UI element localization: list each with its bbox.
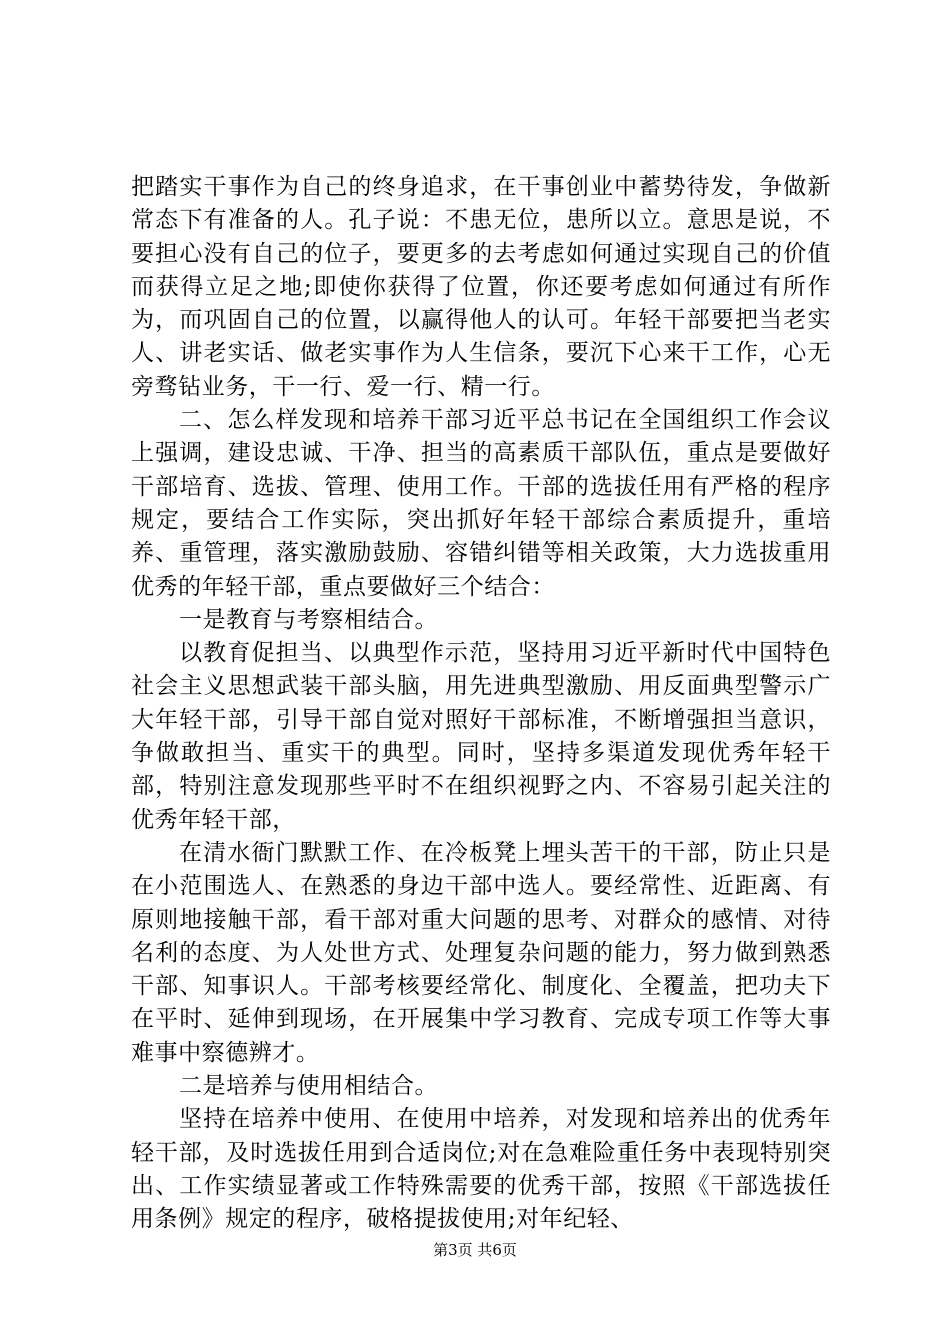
heading-point-one: 一是教育与考察相结合。 bbox=[179, 606, 439, 633]
paragraph-point-one-cont: 在清水衙门默默工作、在冷板凳上埋头苦干的干部，防止只是在小范围选人、在熟悉的身边干部中选人。要经常性、近距离、有原则地接触干部，看干部对重大问题的思考、对群众的感情、对待名利的态度、为人处世方式、处理复杂问题的能力，努力做到熟悉干部、知事识人。干部考核要经常化、制度化、全覆盖，把功夫下在平时、延伸到现场，在开展集中学习教育、完成专项工作等大事难事中察德辨才。 bbox=[131, 839, 831, 1066]
paragraph-point-two-body: 坚持在培养中使用、在使用中培养，对发现和培养出的优秀年轻干部，及时选拔任用到合适岗位;对在急难险重任务中表现特别突出、工作实绩显著或工作特殊需要的优秀干部，按照《干部选拔任用条例》规定的程序，破格提拔使用;对年纪轻、 bbox=[131, 1106, 831, 1233]
paragraph-point-one-body: 以教育促担当、以典型作示范，坚持用习近平新时代中国特色社会主义思想武装干部头脑，用先进典型激励、用反面典型警示广大年轻干部，引导干部自觉对照好干部标准，不断增强担当意识，争做敢担当、重实干的典型。同时，坚持多渠道发现优秀年轻干部，特别注意发现那些平时不在组织视野之内、不容易引起关注的优秀年轻干部， bbox=[131, 640, 831, 833]
paragraph-continuation: 把踏实干事作为自己的终身追求，在干事创业中蓄势待发，争做新常态下有准备的人。孔子说：不患无位，患所以立。意思是说，不要担心没有自己的位子，要更多的去考虑如何通过实现自己的价值而获得立足之地;即使你获得了位置，你还要考虑如何通过有所作为，而巩固自己的位置，以赢得他人的认可。年轻干部要把当老实人、讲老实话、做老实事作为人生信条，要沉下心来干工作，心无旁骛钻业务，干一行、爱一行、精一行。 bbox=[131, 174, 831, 400]
paragraph-section-two: 二、怎么样发现和培养干部习近平总书记在全国组织工作会议上强调，建设忠诚、干净、担当的高素质干部队伍，重点是要做好干部培育、选拔、管理、使用工作。干部的选拔任用有严格的程序规定，要结合工作实际，突出抓好年轻干部综合素质提升，重培养、重管理，落实激励鼓励、容错纠错等相关政策，大力选拔重用优秀的年轻干部，重点要做好三个结合： bbox=[131, 407, 831, 600]
document-body bbox=[131, 171, 831, 1237]
heading-point-two: 二是培养与使用相结合。 bbox=[179, 1073, 439, 1100]
page-number-footer: 第3页 共6页 bbox=[433, 1241, 517, 1259]
